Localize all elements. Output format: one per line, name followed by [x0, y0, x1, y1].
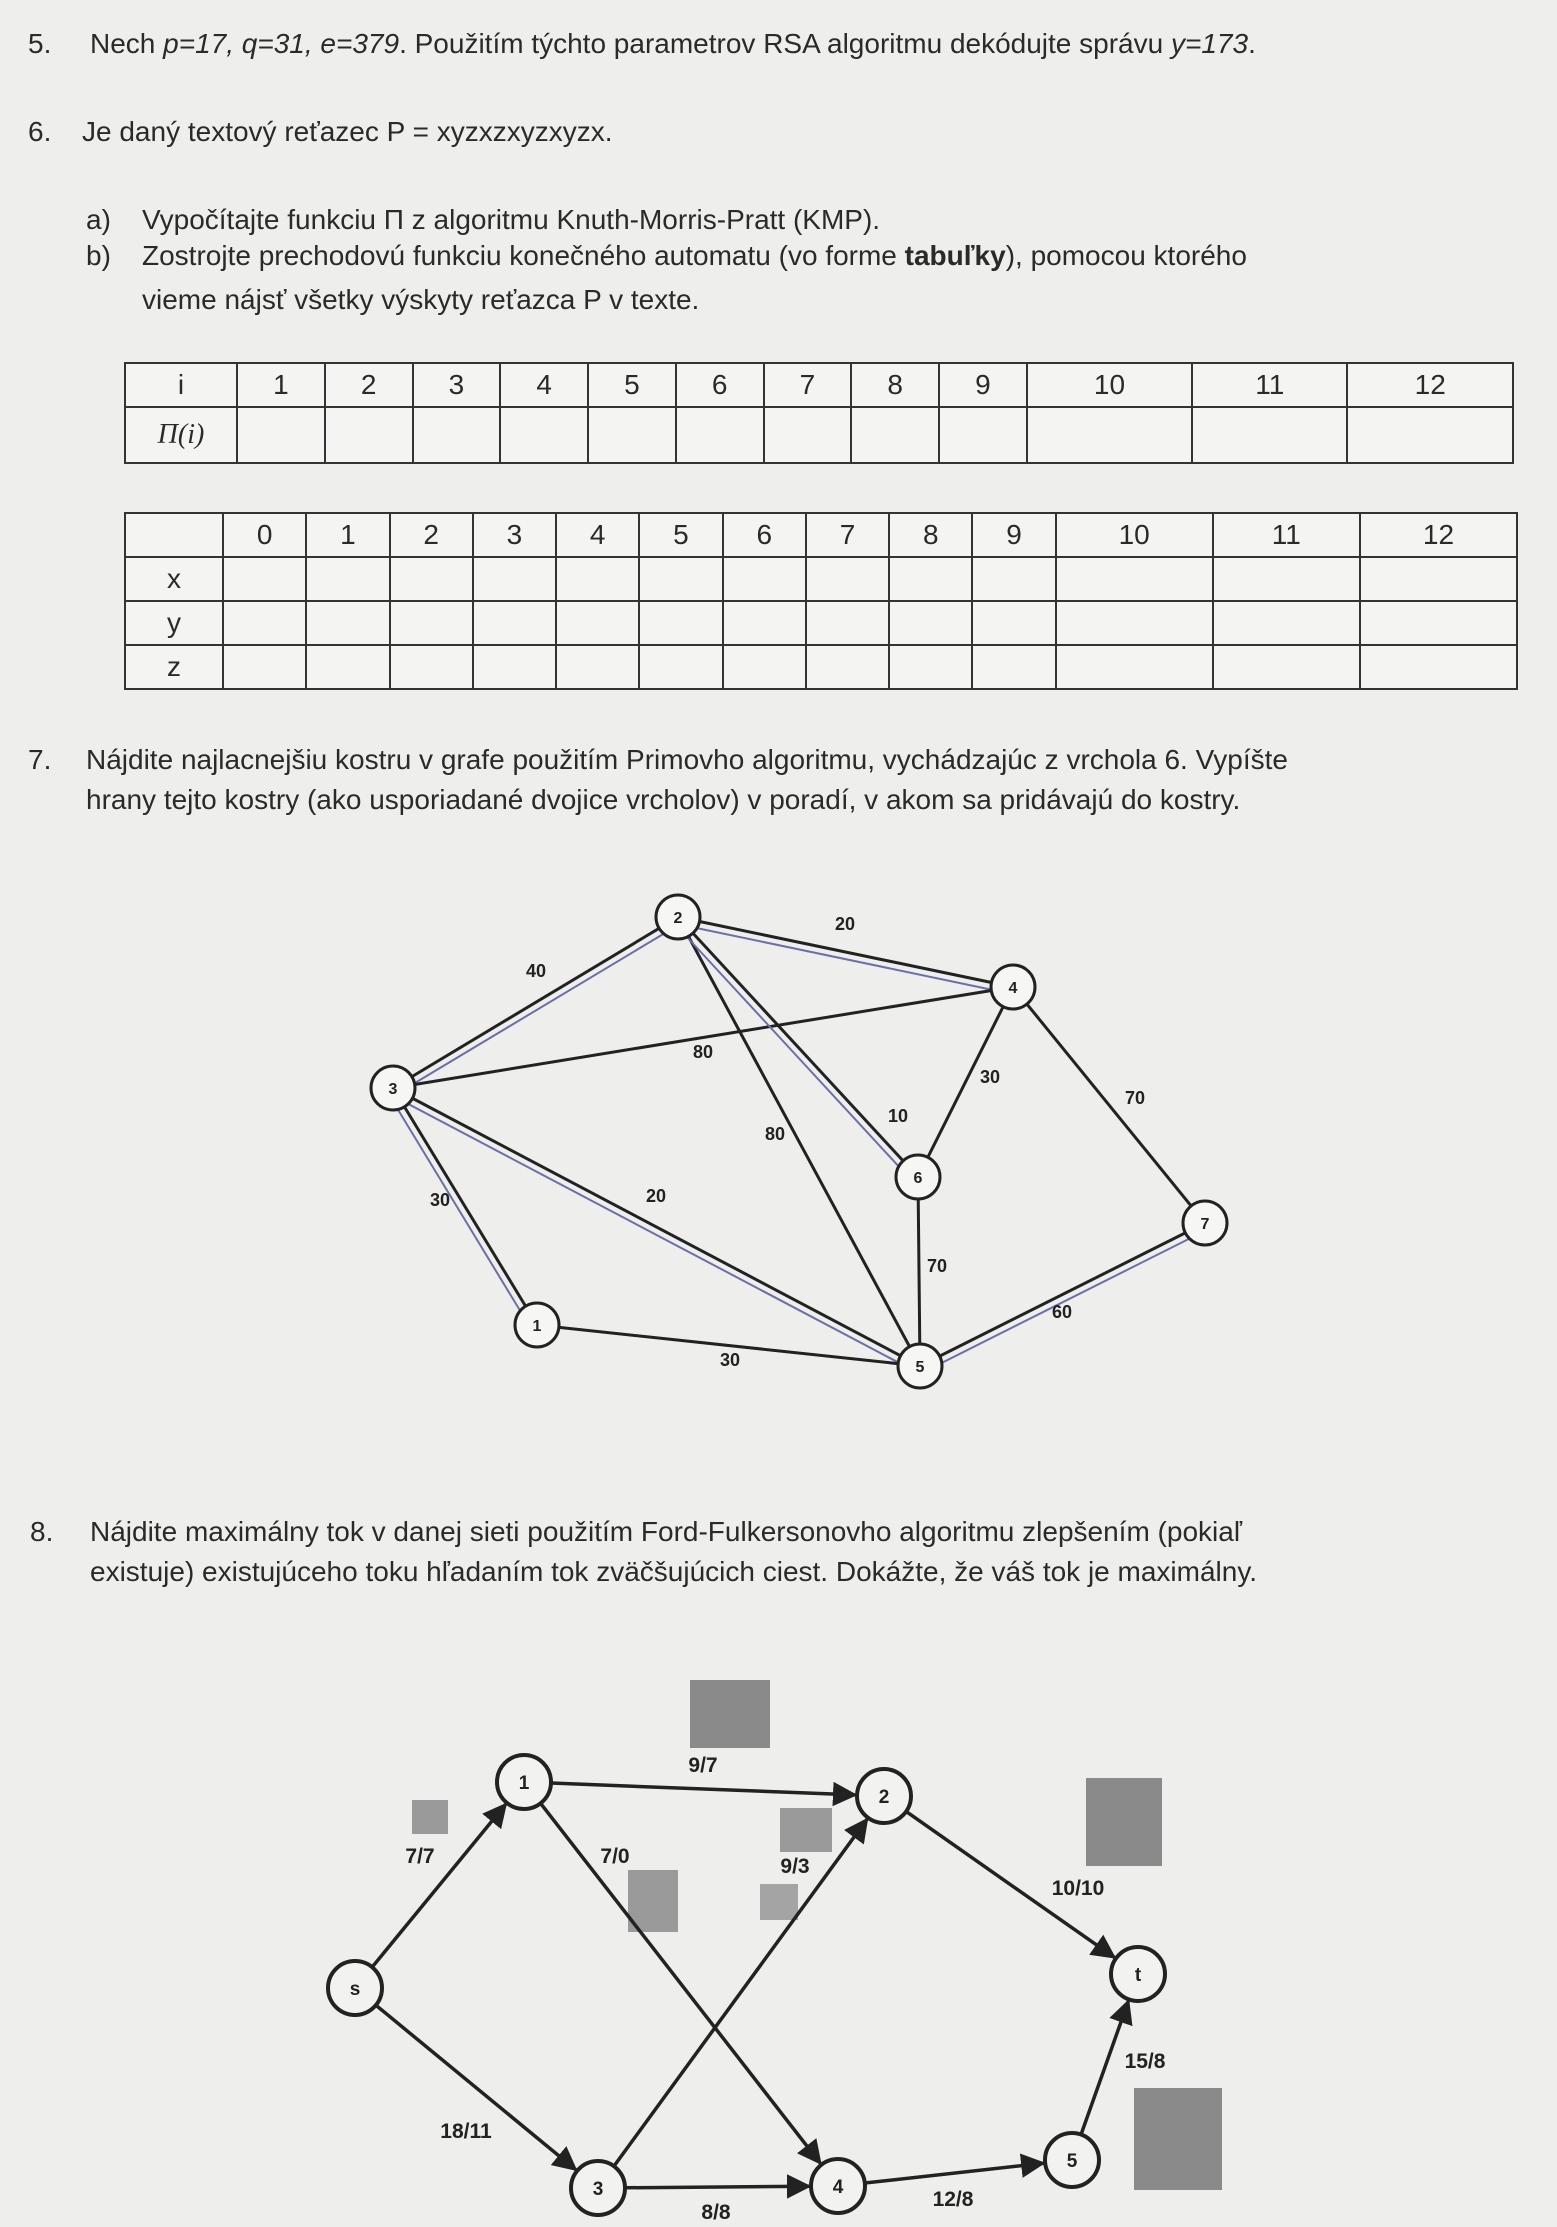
pi-header-cell: 9 [939, 363, 1027, 407]
flow-edge-arrow [541, 1803, 821, 2163]
pi-header-cell: 8 [851, 363, 939, 407]
flow-capacity-label: 7/0 [600, 1845, 630, 1868]
question-number: 5. [28, 28, 52, 59]
edge-weight-label: 30 [979, 1067, 1001, 1087]
edge-weight-label: 80 [764, 1124, 786, 1144]
pi-header-cell: 7 [764, 363, 852, 407]
redaction-box [760, 1884, 798, 1920]
flow-capacity-label: 12/8 [932, 2188, 974, 2211]
flow-capacity-label: 10/10 [1051, 1877, 1105, 1900]
flow-capacity-label: 18/11 [440, 2120, 492, 2143]
flow-edge-arrow [1081, 2001, 1128, 2134]
pi-header-cell: 1 [237, 363, 325, 407]
automaton-state-cell: 4 [556, 513, 639, 557]
automaton-symbol-label: x [125, 557, 223, 601]
automaton-state-cell: 0 [223, 513, 306, 557]
flow-node-label: t [1134, 1965, 1142, 1986]
pi-header-cell: 10 [1027, 363, 1193, 407]
flow-node-label: s [349, 1979, 361, 2000]
edge-weight-label: 60 [1051, 1302, 1073, 1322]
pi-header-cell: 3 [413, 363, 501, 407]
automaton-state-cell: 12 [1360, 513, 1517, 557]
q8-line-1: Nájdite maximálny tok v danej sieti použitím Ford-Fulkersonovho algoritmu zlepšením (pokiaľ [90, 1516, 1242, 1547]
edge-weight-label: 80 [692, 1042, 714, 1062]
flow-capacity-label: 8/8 [701, 2201, 731, 2224]
q5-middle: . Použitím týchto parametrov RSA algoritmu dekódujte správu [399, 28, 1171, 59]
q6-a-text: Vypočítajte funkciu Π z algoritmu Knuth-Morris-Pratt (KMP). [142, 204, 881, 235]
flow-edge-arrow [551, 1783, 855, 1795]
flow-edge-arrow [625, 2186, 809, 2188]
edge-weight-label: 30 [429, 1190, 451, 1210]
q6-b-text-2: ), pomocou ktorého [1005, 240, 1247, 271]
automaton-state-cell: 11 [1213, 513, 1360, 557]
flow-capacity-label: 15/8 [1124, 2050, 1166, 2073]
flow-capacity-label: 7/7 [405, 1845, 435, 1868]
redaction-box [690, 1680, 770, 1748]
redaction-box [412, 1800, 448, 1834]
pi-header-cell: 5 [588, 363, 676, 407]
q6-b-text-3: vieme nájsť všetky výskyty reťazca P v texte. [142, 284, 700, 315]
edge-weight-label: 70 [926, 1256, 948, 1276]
q7-line-2: hrany tejto kostry (ako usporiadané dvojice vrcholov) v poradí, v akom sa pridávajú do kostry. [86, 784, 1241, 815]
q6-text: Je daný textový reťazec P = xyzxzxyzxyzx. [82, 116, 613, 147]
pi-header-cell: 12 [1347, 363, 1513, 407]
node-label: 4 [1008, 980, 1018, 997]
edge-weight-label: 20 [834, 914, 856, 934]
node-label: 2 [673, 910, 683, 927]
redaction-box [1086, 1778, 1162, 1866]
flow-node-label: 4 [832, 2177, 844, 2198]
flow-node-label: 1 [518, 1773, 530, 1794]
q7-line-1: Nájdite najlacnejšiu kostru v grafe použitím Primovho algoritmu, vychádzajúc z vrchola 6. Vypíšte [86, 744, 1288, 775]
pi-header-cell: 4 [500, 363, 588, 407]
question-number: 7. [28, 744, 52, 775]
flow-edge-arrow [865, 2163, 1043, 2183]
automaton-state-cell: 10 [1056, 513, 1213, 557]
automaton-symbol-label: y [125, 601, 223, 645]
question-number: 8. [30, 1516, 54, 1547]
pi-header-cell: 11 [1192, 363, 1347, 407]
flow-node-label: 5 [1066, 2151, 1078, 2172]
node-label: 5 [915, 1359, 925, 1376]
automaton-state-cell: 3 [473, 513, 556, 557]
automaton-state-cell: 1 [306, 513, 389, 557]
automaton-state-cell: 5 [639, 513, 722, 557]
q6-b-bold: tabuľky [904, 240, 1006, 271]
question-number: 6. [28, 116, 52, 147]
redaction-box [1134, 2088, 1222, 2190]
part-label: a) [86, 204, 111, 235]
pi-header-label: i [125, 363, 237, 407]
automaton-state-cell: 7 [806, 513, 889, 557]
pi-header-cell: 6 [676, 363, 764, 407]
node-label: 6 [913, 1170, 923, 1187]
automaton-state-cell: 8 [889, 513, 972, 557]
redaction-box [780, 1808, 832, 1852]
automaton-state-cell: 6 [723, 513, 806, 557]
flow-capacity-label: 9/7 [688, 1754, 718, 1777]
edge-weight-label: 40 [525, 961, 547, 981]
q8-line-2: existuje) existujúceho toku hľadaním tok zväčšujúcich ciest. Dokážte, že váš tok je maximálny. [90, 1556, 1258, 1587]
pi-row-label: Π(i) [125, 407, 237, 463]
q5-params: p=17, q=31, e=379 [163, 28, 400, 59]
q6-b-text-1: Zostrojte prechodovú funkciu konečného automatu (vo forme [142, 240, 905, 271]
node-label: 7 [1200, 1216, 1210, 1233]
flow-capacity-label: 9/3 [780, 1855, 810, 1878]
part-label: b) [86, 240, 111, 271]
edge-weight-label: 70 [1124, 1088, 1146, 1108]
q5-suffix: . [1248, 28, 1256, 59]
flow-node-label: 2 [878, 1787, 890, 1808]
flow-edge-arrow [376, 2005, 576, 2169]
q5-prefix: Nech [90, 28, 164, 59]
q5-message: y=173 [1170, 28, 1249, 59]
automaton-symbol-label: z [125, 645, 223, 689]
automaton-state-cell: 2 [390, 513, 473, 557]
edge-weight-label: 20 [645, 1186, 667, 1206]
node-label: 1 [532, 1318, 542, 1335]
automaton-state-cell: 9 [972, 513, 1055, 557]
flow-node-label: 3 [592, 2179, 604, 2200]
node-label: 3 [388, 1081, 398, 1098]
edge-weight-label: 10 [887, 1106, 909, 1126]
pi-header-cell: 2 [325, 363, 413, 407]
edge-weight-label: 30 [719, 1350, 741, 1370]
